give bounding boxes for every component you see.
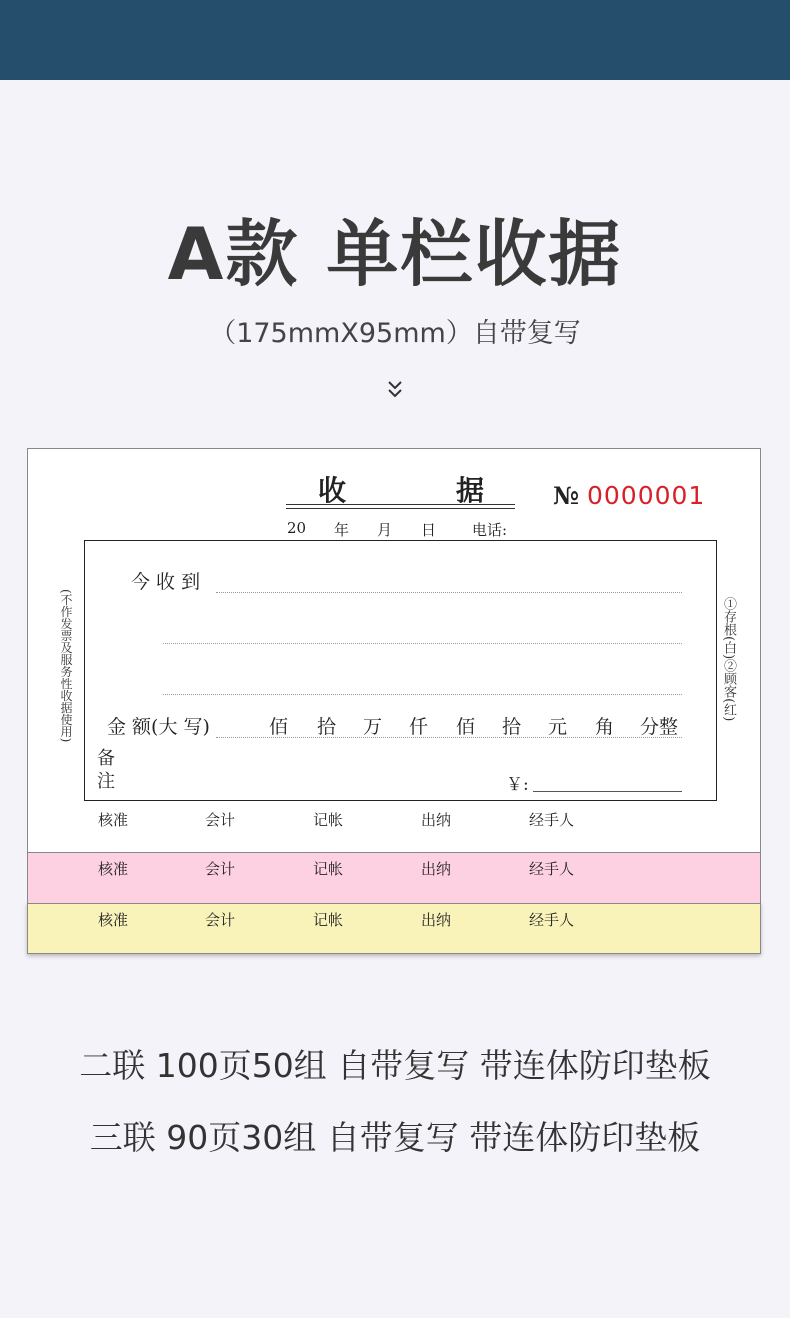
unit-bai: 佰 bbox=[269, 716, 289, 738]
signature-bookkeeper: 记帐 bbox=[313, 911, 344, 929]
right-side-note: ①存根(白)②顾客(红) bbox=[721, 597, 736, 722]
unit-bai: 佰 bbox=[456, 716, 476, 738]
content-line bbox=[163, 643, 682, 644]
number-label: № bbox=[553, 481, 580, 510]
page-title: A款 单栏收据 bbox=[167, 212, 623, 296]
title-underline bbox=[286, 504, 515, 505]
yen-line bbox=[533, 791, 682, 792]
signature-cashier: 出纳 bbox=[421, 911, 452, 929]
signature-approve: 核准 bbox=[98, 811, 129, 829]
receipt-title-right: 据 bbox=[456, 474, 485, 507]
unit-jiao: 角 bbox=[595, 716, 615, 738]
unit-shi: 拾 bbox=[502, 716, 522, 738]
signature-cashier: 出纳 bbox=[421, 860, 452, 878]
signature-accountant: 会计 bbox=[205, 811, 236, 829]
date-month: 月 bbox=[377, 521, 393, 539]
signature-accountant: 会计 bbox=[205, 911, 236, 929]
signature-bookkeeper: 记帐 bbox=[313, 860, 344, 878]
signature-approve: 核准 bbox=[98, 860, 129, 878]
unit-qian: 仟 bbox=[409, 716, 429, 738]
unit-shi: 拾 bbox=[317, 716, 337, 738]
top-banner bbox=[0, 0, 790, 80]
left-side-note: (不作发票及服务性收据使用) bbox=[59, 589, 73, 743]
double-chevron-down-icon bbox=[384, 378, 406, 402]
receipt-copy-yellow bbox=[27, 902, 761, 954]
signature-handler: 经手人 bbox=[529, 860, 575, 878]
date-day: 日 bbox=[421, 521, 437, 539]
page-subtitle: （175mmX95mm）自带复写 bbox=[209, 318, 581, 349]
signature-approve: 核准 bbox=[98, 911, 129, 929]
signature-bookkeeper: 记帐 bbox=[313, 811, 344, 829]
receipt-body-box bbox=[84, 540, 717, 801]
received-from-line bbox=[216, 592, 682, 593]
date-year: 年 bbox=[334, 521, 350, 539]
signature-handler: 经手人 bbox=[529, 811, 575, 829]
yen-label: ￥: bbox=[506, 775, 529, 795]
receipt-number: 0000001 bbox=[587, 481, 706, 510]
spec-line-two-copy: 二联 100页50组 自带复写 带连体防印垫板 bbox=[79, 1046, 711, 1085]
unit-wan: 万 bbox=[363, 716, 383, 738]
receipt-title-left: 收 bbox=[318, 474, 347, 507]
receipt-copy-white bbox=[27, 448, 761, 853]
amount-label: 金 额(大 写) bbox=[107, 716, 210, 738]
unit-yuan: 元 bbox=[548, 716, 568, 738]
remark-label: 注 bbox=[97, 771, 115, 792]
received-from-label: 今 收 到 bbox=[131, 571, 201, 593]
remark-label: 备 bbox=[97, 748, 115, 769]
amount-line bbox=[216, 737, 682, 738]
signature-cashier: 出纳 bbox=[421, 811, 452, 829]
phone-label: 电话: bbox=[472, 521, 508, 539]
signature-handler: 经手人 bbox=[529, 911, 575, 929]
spec-line-three-copy: 三联 90页30组 自带复写 带连体防印垫板 bbox=[89, 1118, 701, 1157]
receipt-copy-pink bbox=[27, 851, 761, 904]
unit-fen-zheng: 分整 bbox=[640, 716, 679, 738]
signature-accountant: 会计 bbox=[205, 860, 236, 878]
content-line bbox=[163, 694, 682, 695]
title-underline bbox=[286, 508, 515, 509]
date-century: 20 bbox=[287, 519, 307, 537]
